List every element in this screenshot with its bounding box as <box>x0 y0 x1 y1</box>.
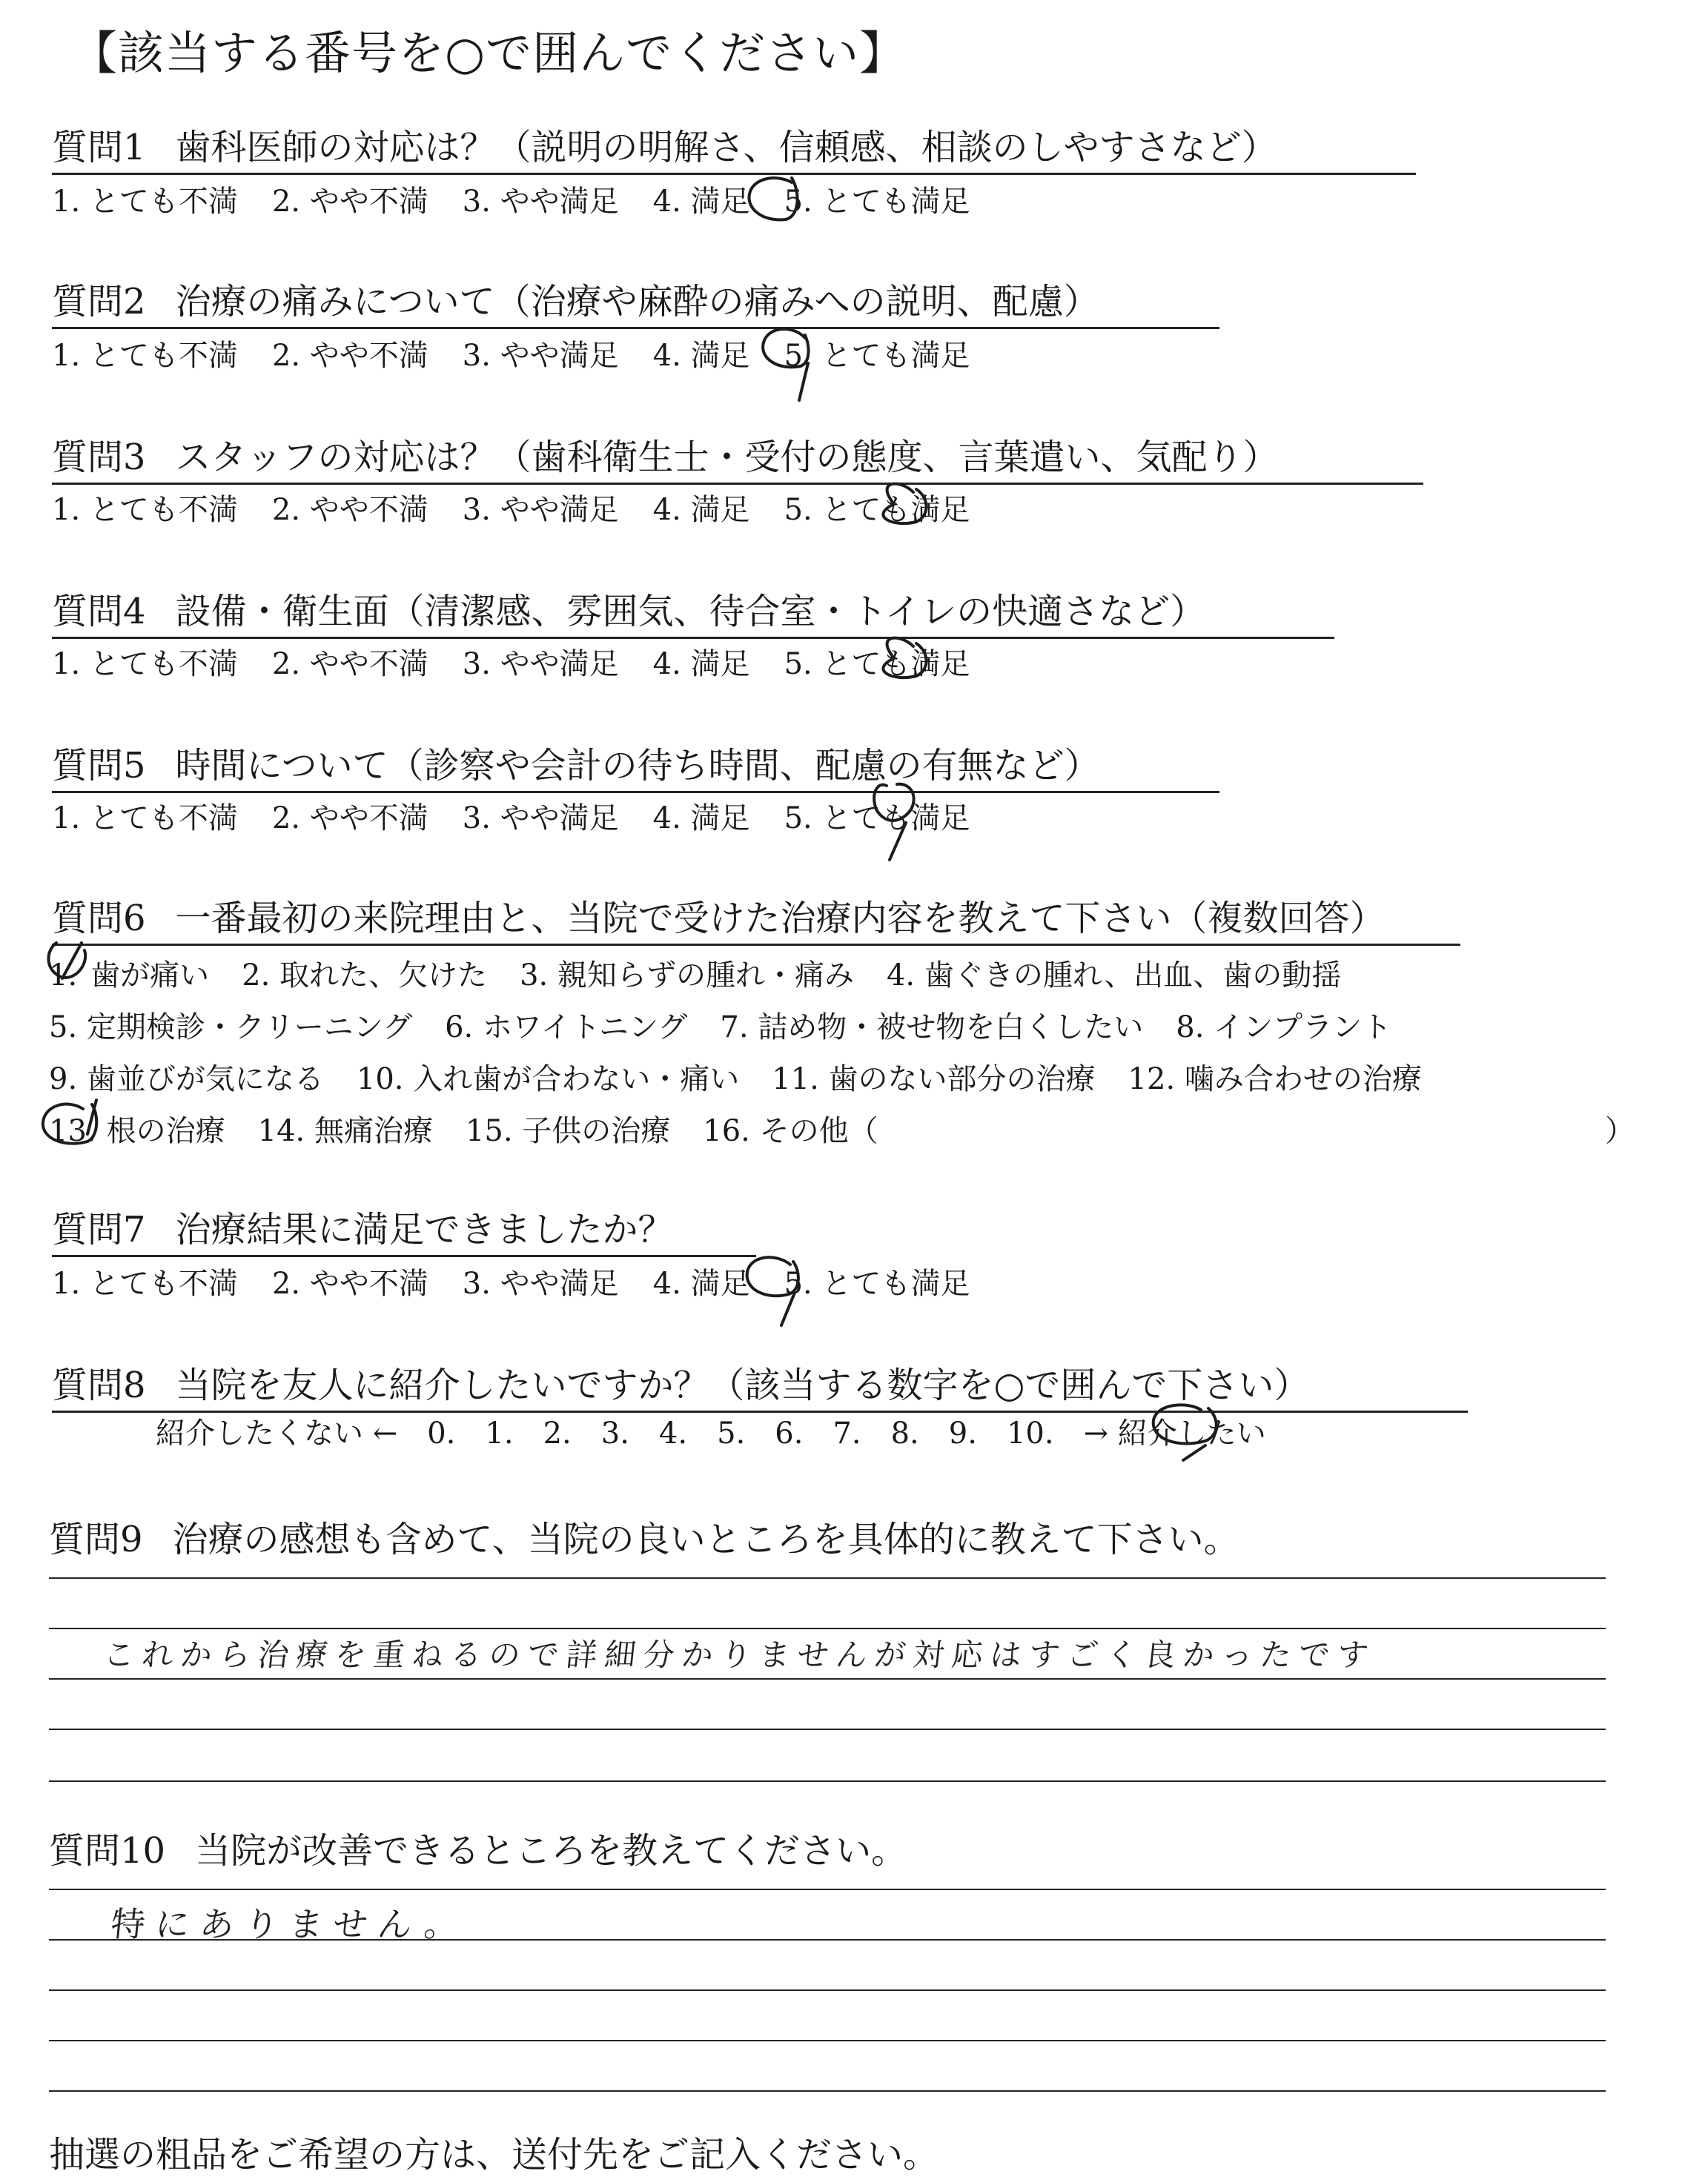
scale-8[interactable]: 8. <box>890 1416 919 1451</box>
option-1[interactable]: 1. とても不満 <box>52 647 238 681</box>
question-1-options <box>52 178 1004 220</box>
scale-7[interactable]: 7. <box>833 1416 861 1451</box>
option-2[interactable]: 2. やや不満 <box>271 185 428 219</box>
scale-0[interactable]: 0. <box>427 1416 456 1451</box>
q6-option-9[interactable]: 9. 歯並びが気になる <box>49 1062 324 1096</box>
q6-option-7[interactable]: 7. 詰め物・被せ物を白くしたい <box>720 1010 1144 1044</box>
q6-option-16[interactable]: 16. その他（ <box>703 1114 878 1148</box>
form-title: 【該当する番号を○で囲んでください】 <box>71 26 907 80</box>
question-5-text: 時間について（診察や会計の待ち時間、配慮の有無など） <box>175 745 1100 786</box>
q6-option-16-close-paren: ） <box>1605 1114 1635 1148</box>
question-6 <box>52 889 1460 946</box>
question-5-number: 質問5 <box>52 745 146 786</box>
option-3[interactable]: 3. やや満足 <box>462 339 619 373</box>
q6-option-11[interactable]: 11. 歯のない部分の治療 <box>772 1062 1096 1096</box>
q6-option-2[interactable]: 2. 取れた、欠けた <box>242 958 488 993</box>
scale-6[interactable]: 6. <box>775 1416 804 1451</box>
q6-option-3[interactable]: 3. 親知らずの腫れ・痛み <box>520 958 854 993</box>
question-4-text: 設備・衛生面（清潔感、雰囲気、待合室・トイレの快適さなど） <box>175 591 1206 632</box>
question-7-options <box>52 1260 1004 1302</box>
option-4[interactable]: 4. 満足 <box>652 1267 750 1301</box>
question-3-options <box>52 486 1004 528</box>
recommend-scale <box>156 1410 1266 1452</box>
q10-answer-line-5[interactable] <box>49 2090 1606 2092</box>
question-5 <box>52 737 1219 793</box>
option-1[interactable]: 1. とても不満 <box>52 801 238 835</box>
option-2[interactable]: 2. やや不満 <box>271 1267 428 1301</box>
q10-answer-line-3[interactable] <box>49 1989 1606 1991</box>
q9-answer-line-2[interactable] <box>49 1628 1606 1629</box>
option-4[interactable]: 4. 満足 <box>652 647 750 681</box>
option-5[interactable]: 5. とても満足 <box>784 1267 970 1301</box>
question-3-text: スタッフの対応は？（歯科衛生士・受付の態度、言葉遣い、気配り） <box>175 437 1279 478</box>
option-5[interactable]: 5. とても満足 <box>784 493 970 527</box>
q6-option-4[interactable]: 4. 歯ぐきの腫れ、出血、歯の動揺 <box>886 958 1342 993</box>
option-1[interactable]: 1. とても不満 <box>52 185 238 219</box>
question-3 <box>52 428 1423 485</box>
scale-5[interactable]: 5. <box>717 1416 746 1451</box>
question-1-text: 歯科医師の対応は？（説明の明解さ、信頼感、相談のしやすさなど） <box>175 127 1277 168</box>
q6-option-15[interactable]: 15. 子供の治療 <box>465 1114 671 1148</box>
question-9-text: 治療の感想も含めて、当院の良いところを具体的に教えて下さい。 <box>172 1519 1239 1560</box>
option-5[interactable]: 5. とても満足 <box>784 801 970 835</box>
q6-option-8[interactable]: 8. インプラント <box>1176 1010 1392 1044</box>
option-3[interactable]: 3. やや満足 <box>462 493 619 527</box>
option-1[interactable]: 1. とても不満 <box>52 339 238 373</box>
q10-answer-line-1[interactable] <box>49 1889 1606 1890</box>
question-5-options <box>52 795 1004 837</box>
question-9 <box>49 1511 1239 1562</box>
question-1 <box>52 119 1416 175</box>
option-2[interactable]: 2. やや不満 <box>271 647 428 681</box>
q9-answer-line-5[interactable] <box>49 1780 1606 1782</box>
question-7 <box>52 1201 756 1257</box>
option-4[interactable]: 4. 満足 <box>652 185 750 219</box>
question-4-options <box>52 640 1004 683</box>
option-4[interactable]: 4. 満足 <box>652 801 750 835</box>
q9-handwritten-answer: これから治療を重ねるので詳細分かりませんが対応はすごく良かったです <box>102 1637 1378 1673</box>
q6-option-10[interactable]: 10. 入れ歯が合わない・痛い <box>356 1062 740 1096</box>
question-10-text: 当院が改善できるところを教えてください。 <box>195 1830 907 1872</box>
q9-answer-line-1[interactable] <box>49 1577 1606 1579</box>
option-4[interactable]: 4. 満足 <box>652 493 750 527</box>
question-4-number: 質問4 <box>52 591 146 632</box>
question-2-number: 質問2 <box>52 281 146 322</box>
option-3[interactable]: 3. やや満足 <box>462 647 619 681</box>
question-6-row-3 <box>49 1056 1454 1098</box>
question-7-text: 治療結果に満足できましたか？ <box>175 1209 674 1250</box>
q6-option-14[interactable]: 14. 無痛治療 <box>257 1114 433 1148</box>
question-8-number: 質問8 <box>52 1365 146 1406</box>
question-2 <box>52 273 1219 329</box>
scale-3[interactable]: 3. <box>600 1416 629 1451</box>
option-3[interactable]: 3. やや満足 <box>462 801 619 835</box>
scale-10[interactable]: 10. <box>1006 1416 1054 1451</box>
question-8 <box>52 1356 1468 1413</box>
option-1[interactable]: 1. とても不満 <box>52 493 238 527</box>
q6-option-5[interactable]: 5. 定期検診・クリーニング <box>49 1010 413 1044</box>
q10-answer-line-4[interactable] <box>49 2040 1606 2041</box>
option-1[interactable]: 1. とても不満 <box>52 1267 238 1301</box>
question-2-options <box>52 332 1004 374</box>
q6-option-6[interactable]: 6. ホワイトニング <box>445 1010 688 1044</box>
question-6-row-1 <box>49 952 1374 994</box>
gift-address-prompt: 抽選の粗品をご希望の方は、送付先をご記入ください。 <box>49 2134 939 2176</box>
question-1-number: 質問1 <box>52 127 146 168</box>
q6-option-13-label[interactable]: 根の治療 <box>106 1114 225 1148</box>
q10-handwritten-answer: 特にありません。 <box>108 1904 471 1944</box>
q9-answer-line-3[interactable] <box>49 1678 1606 1680</box>
question-8-text: 当院を友人に紹介したいですか？（該当する数字を○で囲んで下さい） <box>175 1365 1310 1406</box>
question-4 <box>52 583 1334 639</box>
scale-left-label: 紹介したくない ← <box>156 1416 398 1451</box>
question-3-number: 質問3 <box>52 437 146 478</box>
question-9-number: 質問9 <box>49 1519 143 1560</box>
question-2-text: 治療の痛みについて（治療や麻酔の痛みへの説明、配慮） <box>175 281 1099 322</box>
option-3[interactable]: 3. やや満足 <box>462 1267 619 1301</box>
question-10 <box>49 1822 907 1873</box>
scale-4[interactable]: 4. <box>658 1416 688 1451</box>
question-6-number: 質問6 <box>52 898 146 939</box>
option-2[interactable]: 2. やや不満 <box>271 339 428 373</box>
scale-1[interactable]: 1. <box>485 1416 514 1451</box>
question-6-row-4 <box>49 1107 878 1150</box>
q6-option-12[interactable]: 12. 噛み合わせの治療 <box>1128 1062 1422 1096</box>
option-2[interactable]: 2. やや不満 <box>271 801 428 835</box>
scale-right-label: → 紹介したい <box>1083 1416 1266 1451</box>
q6-option-1-label[interactable]: 歯が痛い <box>90 958 210 993</box>
option-3[interactable]: 3. やや満足 <box>462 185 619 219</box>
question-6-row-2 <box>49 1004 1424 1046</box>
option-5[interactable]: 5. とても満足 <box>784 185 970 219</box>
q9-answer-line-4[interactable] <box>49 1729 1606 1730</box>
option-5[interactable]: 5. とても満足 <box>784 339 970 373</box>
scale-9[interactable]: 9. <box>948 1416 977 1451</box>
q6-option-13-number[interactable]: 13. <box>49 1114 96 1148</box>
question-10-number: 質問10 <box>49 1830 166 1872</box>
question-6-text: 一番最初の来院理由と、当院で受けた治療内容を教えて下さい（複数回答） <box>175 898 1386 939</box>
question-7-number: 質問7 <box>52 1209 146 1250</box>
option-4[interactable]: 4. 満足 <box>652 339 750 373</box>
q6-option-1-number[interactable]: 1. <box>49 958 78 993</box>
option-5[interactable]: 5. とても満足 <box>784 647 970 681</box>
scale-2[interactable]: 2. <box>543 1416 572 1451</box>
option-2[interactable]: 2. やや不満 <box>271 493 428 527</box>
